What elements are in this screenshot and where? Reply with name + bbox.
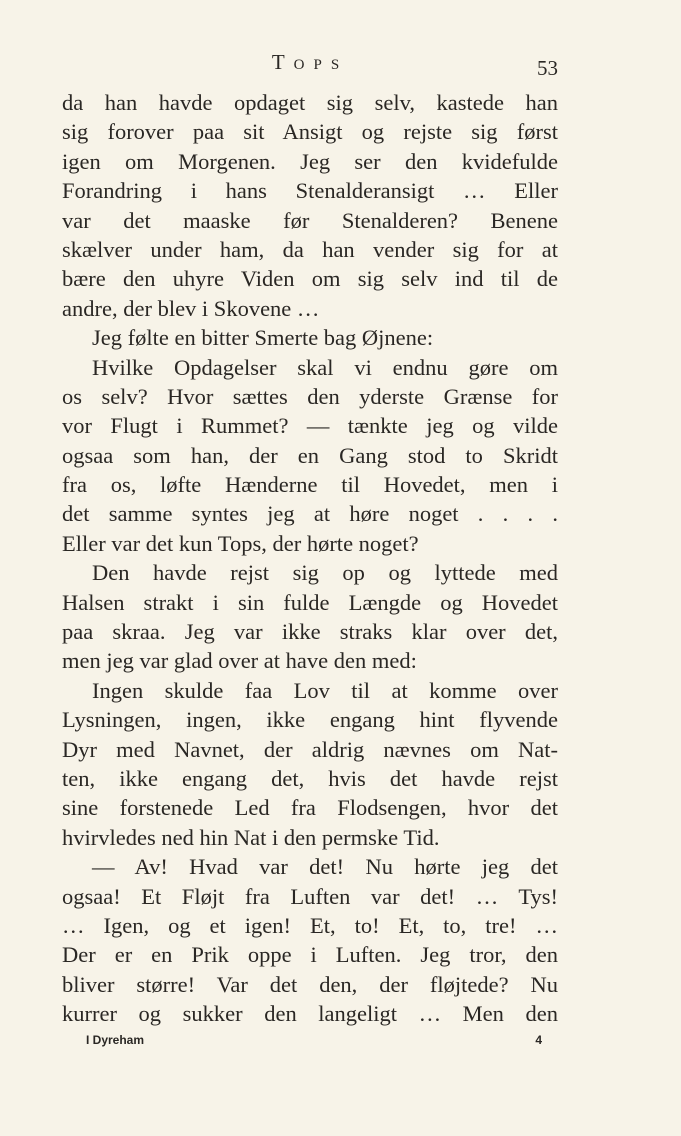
text-line: sig forover paa sit Ansigt og rejste sig først bbox=[62, 119, 558, 145]
page-footer bbox=[86, 1033, 542, 1053]
text-line: hvirvledes ned hin Nat i den permske Tid. bbox=[62, 824, 440, 850]
text-line: Halsen strakt i sin fulde Længde og Hovedet bbox=[62, 589, 558, 615]
text-line: sine forstenede Led fra Flodsengen, hvor det bbox=[62, 795, 558, 821]
text-line: kurrer og sukker den langeligt … Men den bbox=[62, 1001, 558, 1027]
text-line: bære den uhyre Viden om sig selv ind til de bbox=[62, 266, 558, 292]
text-line: paa skraa. Jeg var ikke straks klar over det, bbox=[62, 619, 558, 645]
text-line: Dyr med Navnet, der aldrig nævnes om Nat- bbox=[62, 736, 558, 762]
text-line: ogsaa som han, der en Gang stod to Skridt bbox=[62, 442, 558, 468]
text-line: men jeg var glad over at have den med: bbox=[62, 648, 417, 674]
text-line: os selv? Hvor sættes den yderste Grænse for bbox=[62, 383, 558, 409]
text-line: Hvilke Opdagelser skal vi endnu gøre om bbox=[92, 354, 558, 380]
text-line: Den havde rejst sig op og lyttede med bbox=[92, 560, 558, 586]
text-line: bliver større! Var det den, der fløjtede? Nu bbox=[62, 971, 558, 997]
text-line: ogsaa! Et Fløjt fra Luften var det! … Tys! bbox=[62, 883, 558, 909]
text-line: ten, ikke engang det, hvis det havde rejst bbox=[62, 765, 558, 791]
sheet-mark: 4 bbox=[535, 1033, 542, 1047]
text-line: Eller var det kun Tops, der hørte noget? bbox=[62, 530, 419, 556]
text-line: — Av! Hvad var det! Nu hørte jeg det bbox=[92, 854, 558, 880]
page-header bbox=[62, 50, 558, 84]
printer-signature: I Dyreham bbox=[86, 1033, 145, 1047]
text-line: vor Flugt i Rummet? — tænkte jeg og vilde bbox=[62, 413, 558, 439]
text-line: Forandring i hans Stenalderansigt … Eller bbox=[62, 178, 558, 204]
running-title: Tops bbox=[271, 50, 349, 74]
text-line: skælver under ham, da han vender sig for at bbox=[62, 236, 558, 262]
text-line: Ingen skulde faa Lov til at komme over bbox=[92, 677, 558, 703]
text-line: andre, der blev i Skovene … bbox=[62, 295, 320, 321]
body-text bbox=[62, 88, 558, 1029]
text-line: det samme syntes jeg at høre noget . . . . bbox=[62, 501, 558, 527]
text-line: Der er en Prik oppe i Luften. Jeg tror, den bbox=[62, 942, 558, 968]
page-number: 53 bbox=[537, 56, 558, 80]
text-line: da han havde opdaget sig selv, kastede han bbox=[62, 90, 558, 115]
text-line: … Igen, og et igen! Et, to! Et, to, tre! … bbox=[62, 912, 558, 938]
text-line: fra os, løfte Hænderne til Hovedet, men i bbox=[62, 472, 558, 498]
text-line: Lysningen, ingen, ikke engang hint flyvende bbox=[62, 707, 558, 733]
text-line: igen om Morgenen. Jeg ser den kvidefulde bbox=[62, 148, 558, 174]
text-line: var det maaske før Stenalderen? Benene bbox=[62, 207, 558, 233]
text-line: Jeg følte en bitter Smerte bag Øjnene: bbox=[92, 325, 434, 351]
